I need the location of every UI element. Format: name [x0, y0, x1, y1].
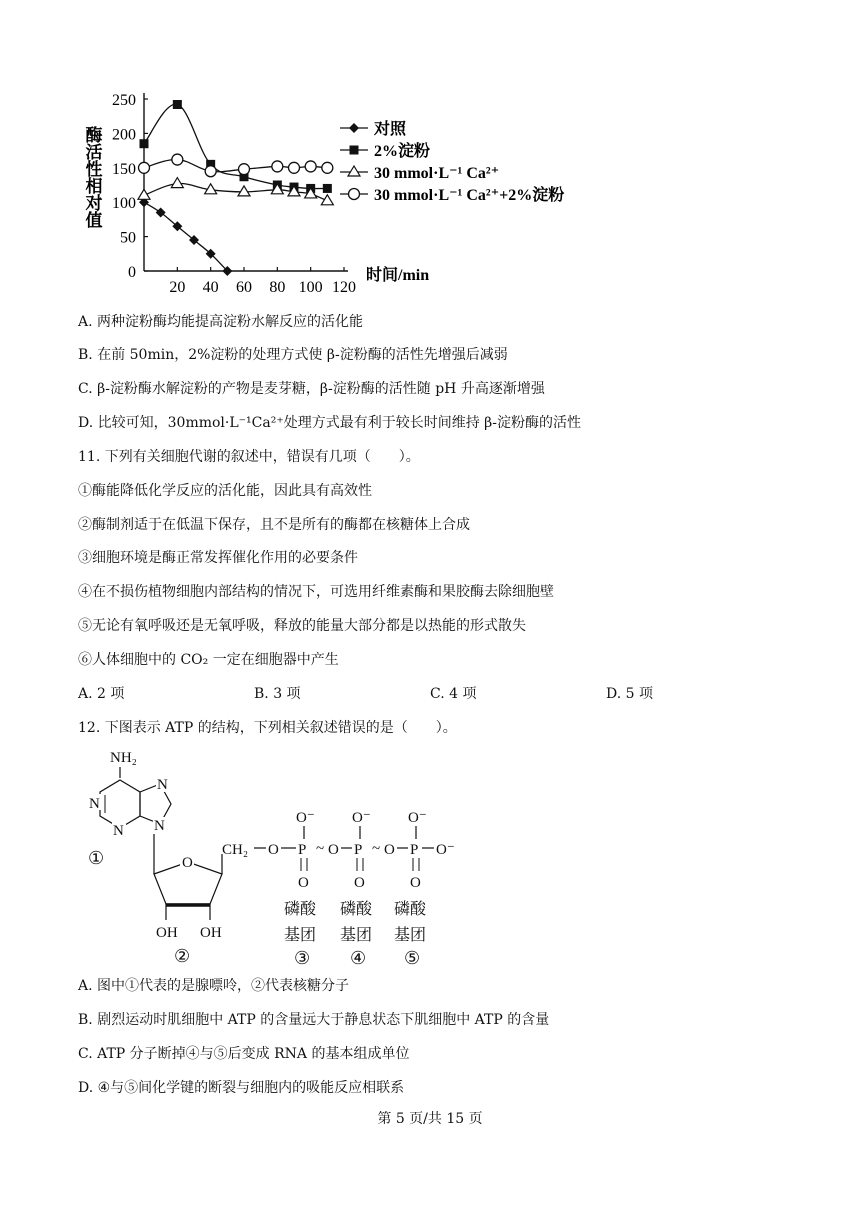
y-tick-label: 0 [128, 264, 136, 281]
series-1 [140, 100, 332, 193]
data-point [289, 162, 300, 173]
x-tick-label: 20 [169, 279, 186, 296]
label-1: ① [88, 848, 105, 868]
series-line [144, 104, 327, 188]
q12-option-c: C. ATP 分子断掉④与⑤后变成 RNA 的基本组成单位 [78, 1046, 410, 1062]
p1-bottom-o: O [298, 875, 309, 891]
caption-4-line2: 基团 [340, 927, 373, 944]
oh-left-label: OH [156, 925, 178, 941]
x-tick-label: 40 [202, 279, 219, 296]
p3-bottom-o: O [410, 875, 421, 891]
q12-option-b: B. 剧烈运动时肌细胞中 ATP 的含量远大于静息状态下肌细胞中 ATP 的含量 [78, 1012, 550, 1028]
q11-item-3: ③细胞环境是酶正常发挥催化作用的必要条件 [78, 550, 358, 566]
data-point [172, 154, 183, 165]
p2-bottom-o: O [354, 875, 365, 891]
p3-top-o: O⁻ [408, 810, 427, 826]
q11-item-1: ①酶能降低化学反应的活化能，因此具有高效性 [78, 483, 372, 499]
q11-option-a: A. 2 项 [78, 686, 125, 702]
nh2-label: NH₂ [110, 750, 137, 766]
adenine-group [88, 750, 171, 868]
caption-4-line1: 磷酸 [340, 901, 373, 918]
terminal-o: O⁻ [436, 842, 455, 858]
x-tick-label: 120 [332, 279, 356, 296]
ring-oxygen-label: O [182, 855, 193, 871]
q11-option-c: C. 4 项 [430, 686, 477, 702]
p-2: P [354, 842, 363, 858]
enzyme-activity-chart [80, 84, 600, 299]
q11-option-d: D. 5 项 [606, 686, 653, 702]
series-0 [139, 197, 232, 276]
bridge-o-2: O [328, 842, 339, 858]
data-point [305, 161, 316, 172]
caption-5-line1: 磷酸 [394, 901, 427, 918]
ribose-group [154, 834, 248, 966]
x-tick-label: 100 [298, 279, 323, 296]
data-point [171, 178, 183, 188]
legend-marker [349, 123, 359, 133]
bridge-o-3: O [384, 842, 395, 858]
q11-stem: 11. 下列有关细胞代谢的叙述中，错误有几项（ ）。 [78, 449, 420, 465]
data-point [272, 161, 283, 172]
q10-option-c: C. β-淀粉酶水解淀粉的产物是麦芽糖，β-淀粉酶的活性随 pH 升高逐渐增强 [78, 381, 545, 397]
data-point [173, 100, 182, 109]
label-2: ② [174, 946, 191, 966]
phosphate-chain [254, 810, 455, 891]
y-tick-label: 150 [112, 160, 136, 178]
data-point [238, 186, 250, 196]
label-4: ④ [350, 948, 367, 968]
legend-marker [350, 146, 359, 155]
data-point [323, 184, 332, 193]
q10-option-b: B. 在前 50min，2%淀粉的处理方式使 β-淀粉酶的活性先增强后减弱 [78, 347, 508, 363]
label-5: ⑤ [404, 948, 421, 968]
q12-stem: 12. 下图表示 ATP 的结构，下列相关叙述错误的是（ ）。 [78, 720, 457, 736]
q11-item-2: ②酶制剂适于在低温下保存，且不是所有的酶都在核糖体上合成 [78, 517, 470, 533]
legend-label: 30 mmol·L⁻¹ Ca²⁺+2%淀粉 [374, 187, 565, 204]
q11-item-4: ④在不损伤植物细胞内部结构的情况下，可选用纤维素酶和果胶酶去除细胞壁 [78, 584, 554, 600]
series-3 [139, 154, 333, 177]
data-point [140, 139, 149, 148]
n7-label: N [157, 777, 168, 793]
x-tick-label: 80 [269, 279, 286, 296]
caption-3-line1: 磷酸 [284, 901, 317, 918]
n1-label: N [89, 796, 100, 812]
q12-option-d: D. ④与⑤间化学键的断裂与细胞内的吸能反应相联系 [78, 1080, 405, 1096]
q10-option-d: D. 比较可知，30mmol·L⁻¹Ca²⁺处理方式最有利于较长时间维持 β-淀粉酶的活性 [78, 415, 581, 431]
q11-item-6: ⑥人体细胞中的 CO₂ 一定在细胞器中产生 [78, 652, 339, 668]
bridge-o-1: O [268, 842, 279, 858]
caption-3-line2: 基团 [284, 927, 317, 944]
x-tick-label: 60 [236, 279, 252, 296]
q12-option-a: A. 图中①代表的是腺嘌呤，②代表核糖分子 [78, 978, 350, 994]
p1-top-o: O⁻ [296, 810, 315, 826]
chart-legend [340, 120, 564, 204]
bond-3-4: ~ [316, 841, 325, 857]
label-3: ③ [294, 948, 311, 968]
y-tick-label: 250 [112, 92, 136, 109]
q11-item-5: ⑤无论有氧呼吸还是无氧呼吸，释放的能量大部分都是以热能的形式散失 [78, 618, 526, 634]
series-line [144, 184, 327, 201]
y-tick-label: 100 [112, 195, 136, 213]
p-1: P [298, 842, 307, 858]
data-point [239, 164, 250, 175]
q11-option-b: B. 3 项 [254, 686, 301, 702]
series-2 [138, 178, 333, 205]
data-point [205, 166, 216, 177]
y-tick-label: 200 [112, 126, 136, 144]
legend-marker [348, 166, 360, 176]
chart-series [138, 100, 333, 276]
phosphate-captions [284, 900, 427, 968]
p2-top-o: O⁻ [352, 810, 371, 826]
n9-label: N [154, 818, 165, 834]
y-tick-label: 50 [120, 229, 136, 247]
oh-right-label: OH [200, 925, 222, 941]
page-footer: 第 5 页/共 15 页 [377, 1111, 483, 1127]
data-point [139, 162, 150, 173]
bond-4-5: ~ [372, 841, 381, 857]
legend-marker [349, 189, 360, 200]
data-point [321, 195, 333, 205]
x-axis-label: 时间/min [366, 267, 430, 284]
ch2-label: CH₂ [222, 842, 249, 858]
caption-5-line2: 基团 [394, 927, 427, 944]
y-axis-label: 酶活性相对值 [82, 126, 102, 228]
p-3: P [410, 842, 419, 858]
data-point [138, 189, 150, 199]
n3-label: N [113, 823, 124, 839]
data-point [322, 162, 333, 173]
legend-label: 对照 [374, 121, 407, 138]
legend-label: 2%淀粉 [374, 143, 431, 160]
atp-structure-figure [76, 742, 476, 972]
legend-label: 30 mmol·L⁻¹ Ca²⁺ [374, 165, 500, 182]
q10-option-a: A. 两种淀粉酶均能提高淀粉水解反应的活化能 [78, 314, 364, 330]
